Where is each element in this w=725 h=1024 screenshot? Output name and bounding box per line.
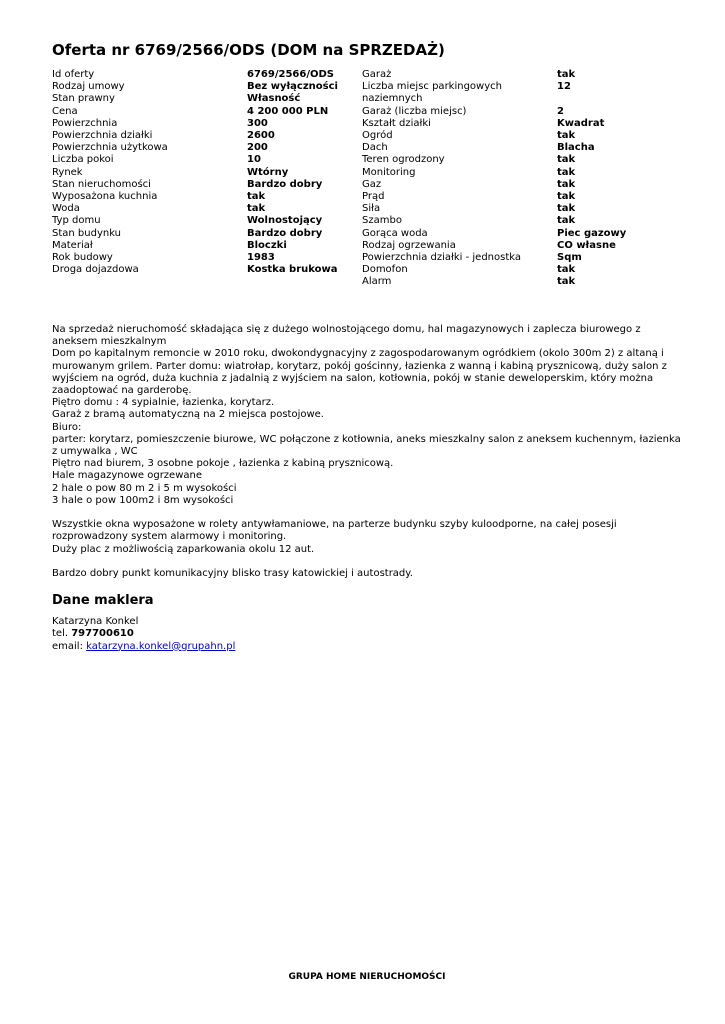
property-row: [362, 167, 682, 179]
property-label: Gaz: [362, 178, 382, 190]
property-label: Powierzchnia: [52, 117, 118, 129]
property-label: Alarm: [362, 276, 392, 288]
property-label: Prąd: [362, 191, 385, 203]
property-value: 12: [557, 81, 571, 93]
footer-company: GRUPA HOME NIERUCHOMOŚCI: [288, 972, 446, 982]
broker-email-line: [52, 641, 235, 653]
property-row: [52, 130, 362, 142]
properties-left-column: [52, 69, 362, 289]
property-value: tak: [557, 166, 576, 178]
property-row: [52, 240, 362, 252]
property-row: [362, 106, 682, 118]
property-label: Gorąca woda: [362, 227, 428, 239]
property-label: Rodzaj umowy: [52, 81, 125, 93]
property-row: [52, 93, 362, 105]
property-value: Bloczki: [247, 239, 287, 251]
property-row: [52, 81, 362, 93]
property-label: Ogród: [362, 130, 393, 142]
property-value: Bez wyłączności: [247, 81, 338, 93]
property-row: [52, 252, 362, 264]
description-paragraph: Hale magazynowe ogrzewane: [52, 470, 203, 482]
property-label: Stan prawny: [52, 93, 115, 105]
property-value: Blacha: [557, 142, 595, 154]
property-row: [362, 130, 682, 142]
broker-phone: 797700610: [71, 628, 134, 640]
property-label: Teren ogrodzony: [362, 154, 445, 166]
property-label: Garaż (liczba miejsc): [362, 105, 467, 117]
property-value: tak: [557, 154, 576, 166]
property-value: 2600: [247, 130, 275, 142]
property-row: [52, 228, 362, 240]
property-row: [52, 167, 362, 179]
description-paragraph: parter: korytarz, pomieszczenie biurowe, WC połączone z kotłownia, aneks mieszkalny salon z aneksem kuchennym, łazienka z umywalka , WC: [52, 433, 681, 458]
property-row: [362, 240, 682, 252]
property-value: Piec gazowy: [557, 227, 627, 239]
property-value: 2: [557, 105, 564, 117]
property-row: [52, 142, 362, 154]
property-row: [52, 215, 362, 227]
property-label: Garaż: [362, 69, 392, 80]
property-row: [52, 118, 362, 130]
property-value: 300: [247, 117, 268, 129]
property-value: Bardzo dobry: [247, 227, 323, 239]
property-label: Rok budowy: [52, 252, 113, 264]
property-value: Bardzo dobry: [247, 178, 323, 190]
broker-phone-line: [52, 628, 235, 640]
property-row: [362, 276, 682, 288]
property-value: Wolnostojący: [247, 215, 323, 227]
property-row: [52, 191, 362, 203]
description-paragraph: 2 hale o pow 80 m 2 i 5 m wysokości: [52, 482, 237, 494]
property-row: [52, 69, 362, 81]
property-row: [52, 264, 362, 276]
property-value: Wtórny: [247, 166, 289, 178]
description-paragraph: Piętro nad biurem, 3 osobne pokoje , łazienka z kabiną prysznicową.: [52, 458, 394, 470]
property-value: tak: [247, 203, 266, 215]
property-row: [362, 264, 682, 276]
property-label: Droga dojazdowa: [52, 264, 139, 276]
property-label: Wyposażona kuchnia: [52, 191, 158, 203]
description-paragraph: Na sprzedaż nieruchomość składająca się z dużego wolnostojącego domu, hal magazynowych i zaplecza biurowego z aneksem mieszkalnym: [52, 324, 641, 348]
property-value: tak: [557, 69, 576, 80]
description: [52, 324, 682, 580]
property-value: 1983: [247, 252, 275, 264]
property-row: [362, 179, 682, 191]
property-row: [52, 179, 362, 191]
spacer: [52, 556, 682, 568]
property-row: [362, 81, 682, 105]
description-paragraph: Wszystkie okna wyposażone w rolety antywłamaniowe, na parterze budynku szyby kuloodporne, na całej posesji rozprowadzony system alarmowy i monitoring.: [52, 519, 617, 543]
property-label: Kształt działki: [362, 117, 431, 129]
description-paragraph: Duży plac z możliwością zaparkowania okolu 12 aut.: [52, 543, 315, 555]
property-row: [52, 154, 362, 166]
property-row: [362, 252, 682, 264]
properties-table: [52, 69, 682, 289]
broker-phone-label: tel.: [52, 628, 69, 640]
property-label: Monitoring: [362, 166, 416, 178]
property-label: Dach: [362, 142, 388, 154]
property-value: CO własne: [557, 239, 616, 251]
page-title: Oferta nr 6769/2566/ODS (DOM na SPRZEDAŻ): [52, 41, 445, 59]
property-value: Własność: [247, 93, 301, 105]
property-value: tak: [557, 203, 576, 215]
property-row: [362, 69, 682, 81]
properties-right-column: [362, 69, 682, 289]
description-paragraph: Bardzo dobry punkt komunikacyjny blisko trasy katowickiej i autostrady.: [52, 568, 413, 580]
property-label: Woda: [52, 203, 80, 215]
property-row: [362, 142, 682, 154]
property-value: Sqm: [557, 252, 582, 264]
property-value: tak: [557, 178, 576, 190]
property-label: Siła: [362, 203, 381, 215]
property-label: Powierzchnia użytkowa: [52, 142, 168, 154]
description-paragraph: Garaż z bramą automatyczną na 2 miejsca postojowe.: [52, 409, 324, 421]
property-row: [52, 106, 362, 118]
property-row: [362, 228, 682, 240]
broker-email-label: email:: [52, 640, 83, 652]
offer-page: [52, 0, 682, 1024]
description-paragraph: Dom po kapitalnym remoncie w 2010 roku, dwokondygnacyjny z zagospodarowanym ogródkiem (okolo 300m 2) z altaną i murowanym grilem. Parter domu: wiatrołap, korytarz, pokój gościnny, łazienka z wanną i kabiną prysznicową, duży salon z wyjściem na ogród, duża kuchnia z jadalnią z wyjściem na salon, kotłownia, pokój w stanie deweloperskim, który można zaadoptować na garderobę.: [52, 348, 667, 397]
property-value: tak: [557, 130, 576, 142]
description-paragraph: Biuro:: [52, 421, 82, 433]
property-value: Kwadrat: [557, 117, 605, 129]
property-label: Stan budynku: [52, 227, 122, 239]
property-value: tak: [557, 276, 576, 288]
broker-heading: Dane maklera: [52, 593, 154, 608]
description-paragraph: Piętro domu : 4 sypialnie, łazienka, korytarz.: [52, 397, 275, 409]
property-label: Domofon: [362, 264, 408, 276]
property-label: Liczba pokoi: [52, 154, 114, 166]
property-value: tak: [557, 215, 576, 227]
property-value: tak: [247, 191, 266, 203]
property-row: [362, 191, 682, 203]
property-row: [362, 154, 682, 166]
property-value: 200: [247, 142, 268, 154]
property-label: Powierzchnia działki - jednostka: [362, 252, 522, 264]
spacer: [52, 507, 682, 519]
property-label: Liczba miejsc parkingowych naziemnych: [362, 81, 502, 105]
property-value: Kostka brukowa: [247, 264, 338, 276]
property-label: Cena: [52, 105, 78, 117]
property-row: [362, 215, 682, 227]
property-value: tak: [557, 264, 576, 276]
broker-email-link[interactable]: katarzyna.konkel@grupahn.pl: [86, 640, 236, 652]
property-row: [52, 203, 362, 215]
property-label: Powierzchnia działki: [52, 130, 153, 142]
property-value: 4 200 000 PLN: [247, 105, 329, 117]
property-value: 10: [247, 154, 261, 166]
property-row: [362, 118, 682, 130]
property-label: Rynek: [52, 166, 83, 178]
property-label: Typ domu: [52, 215, 101, 227]
property-label: Materiał: [52, 239, 93, 251]
broker-details: [52, 616, 235, 653]
property-label: Szambo: [362, 215, 402, 227]
property-value: tak: [557, 191, 576, 203]
description-paragraph: 3 hale o pow 100m2 i 8m wysokości: [52, 494, 234, 506]
property-label: Rodzaj ogrzewania: [362, 239, 456, 251]
property-value: 6769/2566/ODS: [247, 69, 334, 80]
property-label: Id oferty: [52, 69, 95, 80]
property-label: Stan nieruchomości: [52, 178, 151, 190]
broker-name: Katarzyna Konkel: [52, 616, 139, 627]
property-row: [362, 203, 682, 215]
